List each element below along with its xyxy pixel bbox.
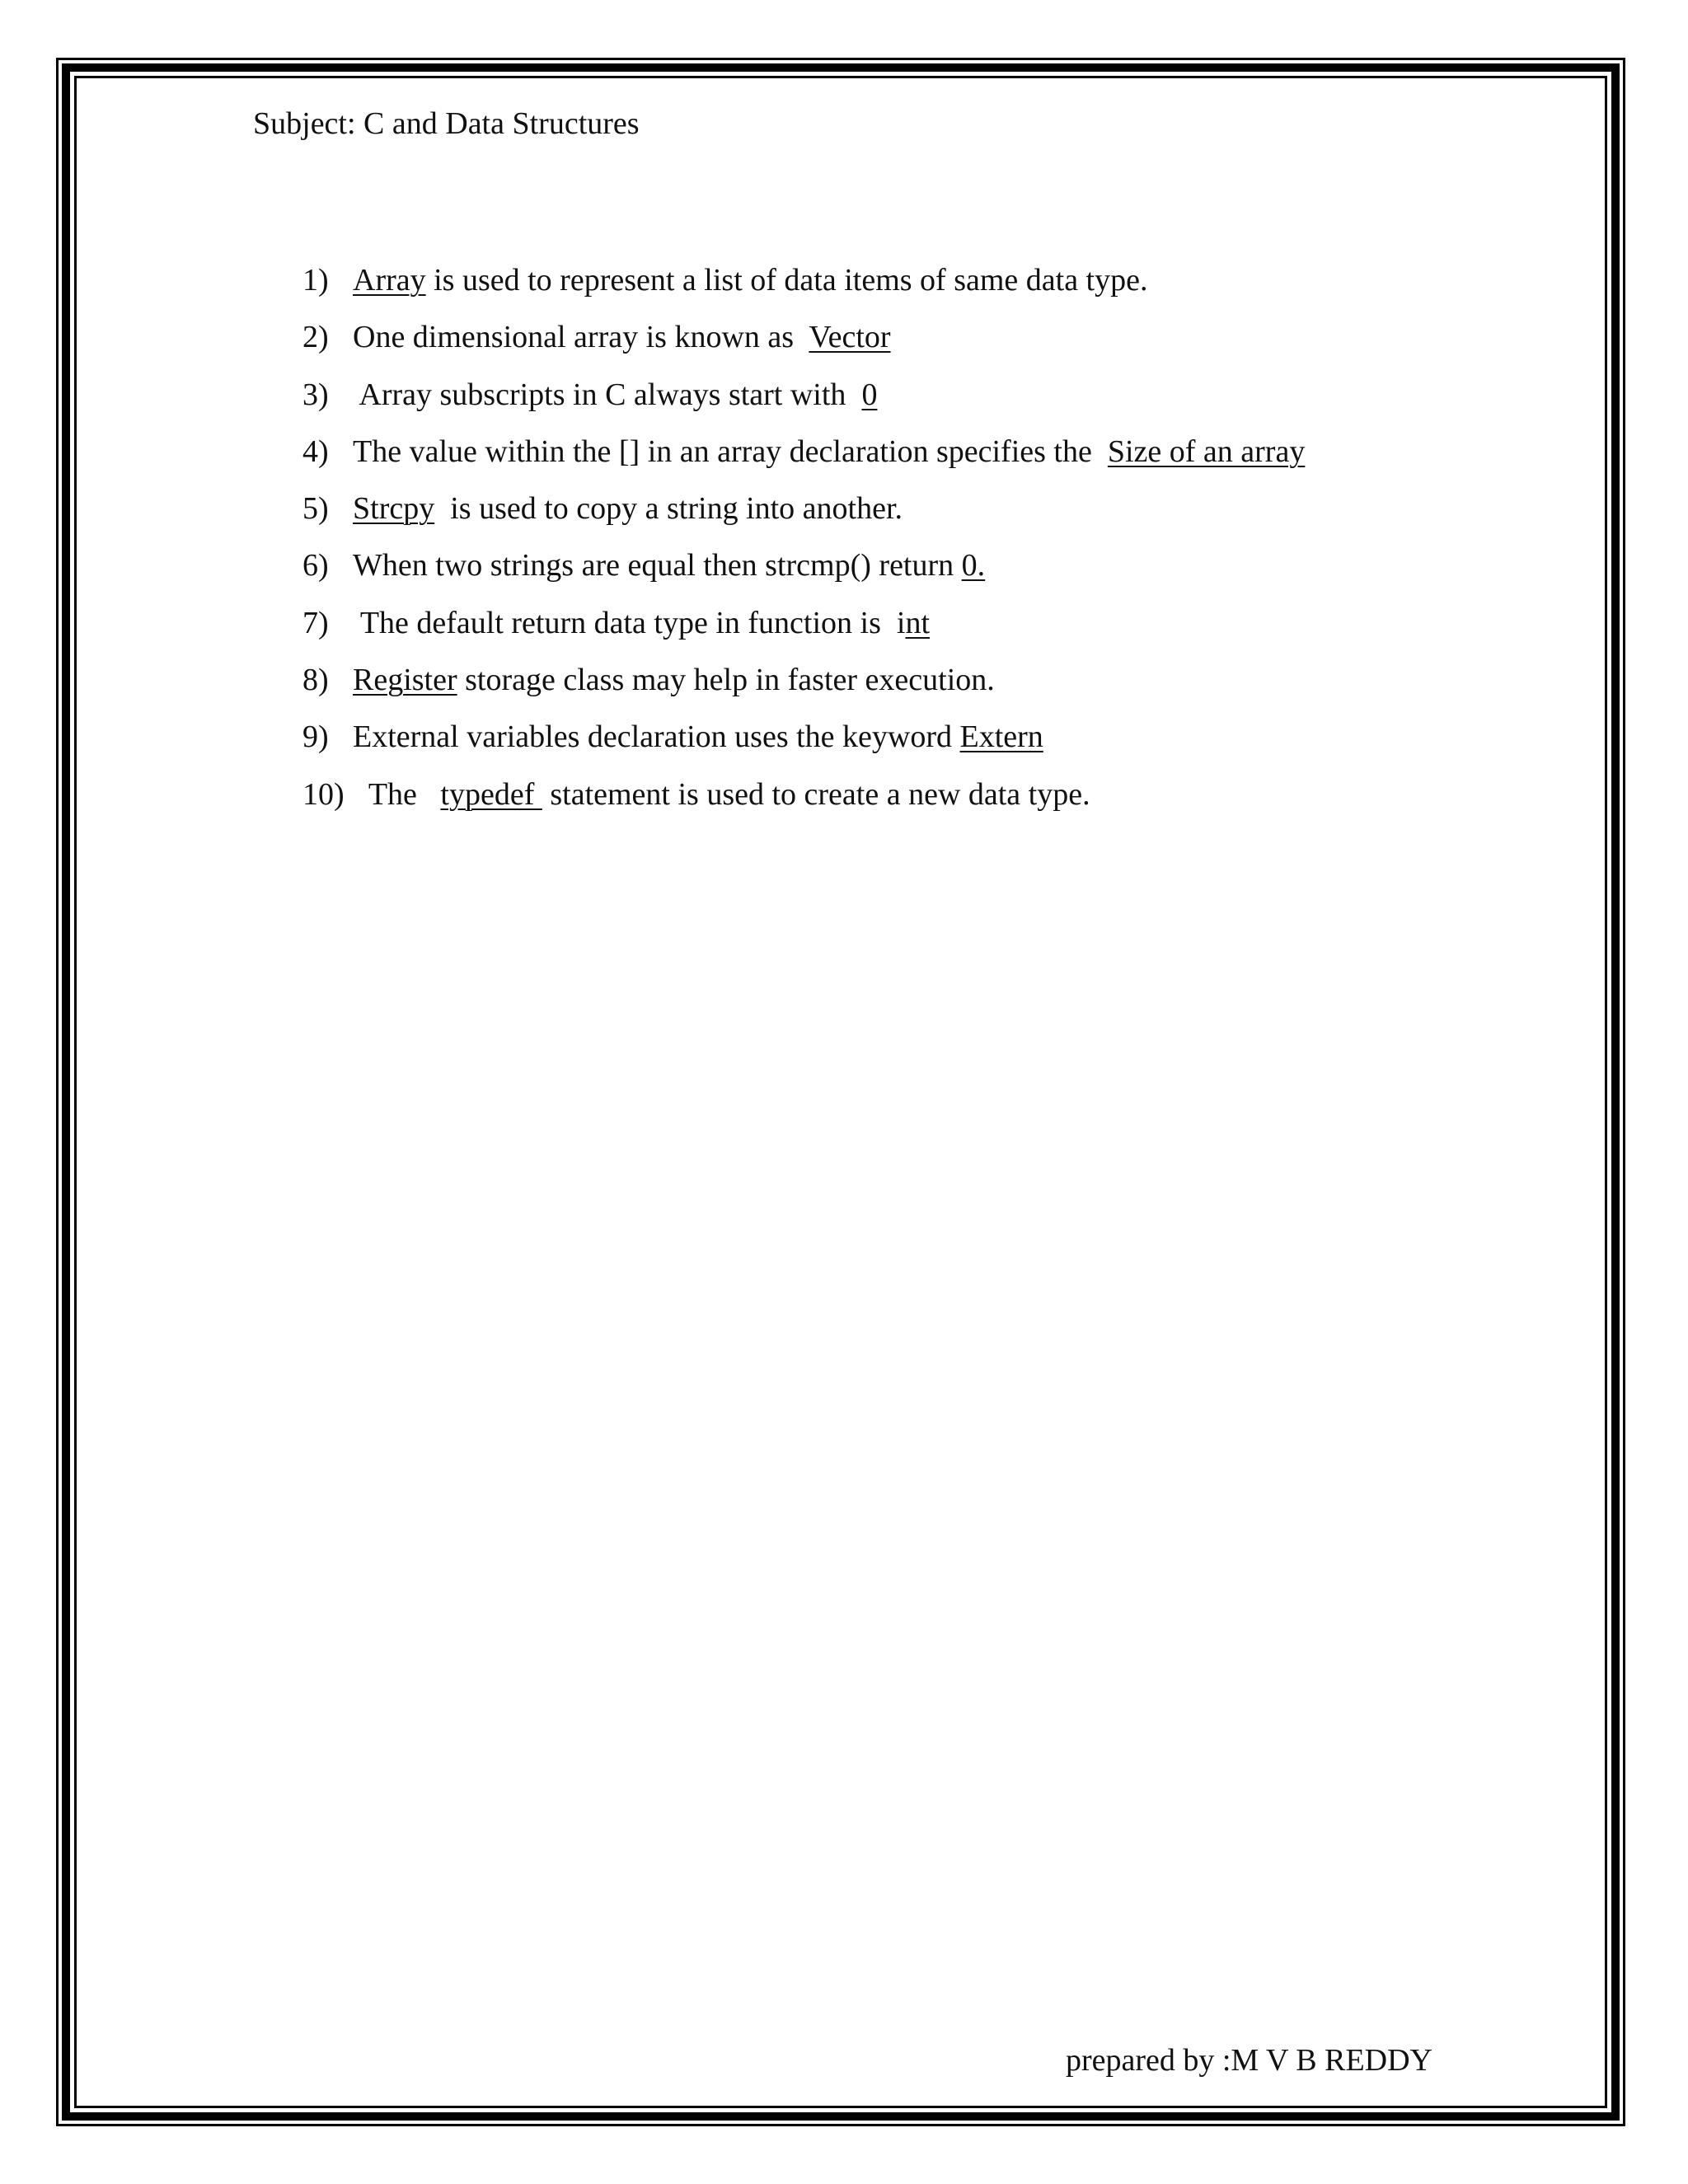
- list-item: [302, 774, 1090, 831]
- item-text: The value within the [] in an array declaration specifies the Size of an array: [353, 434, 1306, 469]
- list-item: [302, 260, 1148, 316]
- item-text: Register storage class may help in faster execution.: [353, 663, 995, 698]
- item-text: When two strings are equal then strcmp() return 0.: [353, 548, 986, 583]
- list-item: [302, 545, 986, 602]
- list-item: [302, 316, 891, 373]
- list-item: [302, 374, 878, 431]
- list-item: [302, 488, 903, 545]
- item-text: External variables declaration uses the keyword Extern: [353, 719, 1043, 755]
- list-item: [302, 659, 995, 716]
- answer-text: Strcpy: [353, 491, 435, 527]
- answer-text: Extern: [959, 719, 1043, 755]
- item-text: Strcpy is used to copy a string into another.: [353, 491, 903, 527]
- list-item: [302, 602, 930, 659]
- answer-text: typedef: [440, 776, 542, 812]
- item-number: 5): [302, 491, 329, 527]
- item-text: The default return data type in function is int: [353, 605, 930, 640]
- item-number: 10): [302, 776, 345, 812]
- item-number: 3): [302, 377, 329, 412]
- item-text: The typedef statement is used to create a new data type.: [361, 776, 1090, 812]
- question-list: [302, 260, 1306, 831]
- answer-text: Size of an array: [1107, 434, 1306, 469]
- answer-text: 0.: [961, 548, 986, 583]
- list-item: [302, 716, 1043, 773]
- item-number: 9): [302, 719, 329, 755]
- prepared-by-footer: prepared by :M V B REDDY: [1065, 2043, 1432, 2078]
- item-number: 4): [302, 434, 329, 469]
- item-number: 1): [302, 263, 329, 298]
- item-text: One dimensional array is known as Vector: [353, 320, 891, 355]
- item-number: 7): [302, 605, 329, 640]
- subject-heading: Subject: C and Data Structures: [253, 106, 640, 141]
- item-number: 2): [302, 320, 329, 355]
- item-number: 8): [302, 663, 329, 698]
- answer-text: nt: [905, 605, 930, 640]
- answer-text: Register: [353, 663, 457, 698]
- answer-text: Vector: [809, 320, 891, 355]
- item-text: Array is used to represent a list of data items of same data type.: [353, 263, 1148, 298]
- item-number: 6): [302, 548, 329, 583]
- item-text: Array subscripts in C always start with 0: [353, 377, 878, 412]
- answer-text: Array: [353, 263, 426, 298]
- answer-text: 0: [861, 377, 878, 412]
- list-item: [302, 431, 1306, 488]
